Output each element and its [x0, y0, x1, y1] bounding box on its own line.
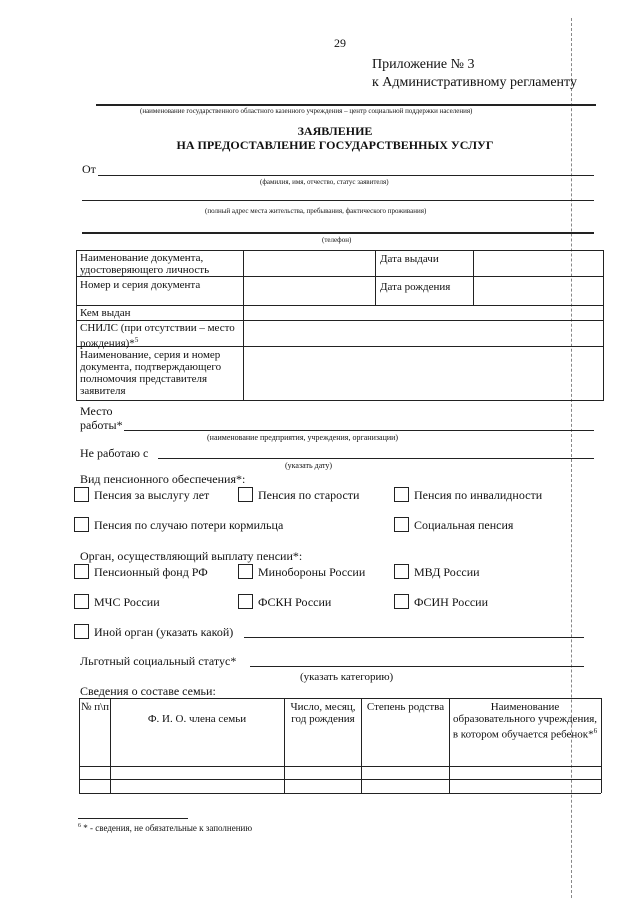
checkbox-org-mod[interactable]: [238, 564, 253, 579]
family-header-name: Ф. И. О. члена семьи: [147, 713, 247, 725]
not-working-date-field[interactable]: [158, 458, 594, 459]
checkbox-org-pfr[interactable]: [74, 564, 89, 579]
option-org-mvd: МВД России: [414, 565, 480, 579]
doc-name-field[interactable]: [244, 251, 374, 275]
institution-line: [96, 104, 596, 106]
birth-date-label: Дата рождения: [380, 281, 451, 293]
option-pension-social: Социальная пенсия: [414, 518, 514, 532]
work-place-label-2: работы*: [80, 418, 123, 432]
representative-doc-label: Наименование, серия и номер документа, подтверждающего полномочия представителя заявителя: [80, 349, 222, 397]
appendix-subtitle: к Административному регламенту: [372, 75, 577, 90]
checkbox-pension-age[interactable]: [238, 487, 253, 502]
social-status-label: Льготный социальный статус*: [80, 654, 237, 668]
option-pension-service: Пенсия за выслугу лет: [94, 488, 210, 502]
doc-series-label: Номер и серия документа: [80, 279, 201, 291]
appendix-title: Приложение № 3: [372, 57, 475, 72]
option-pension-disability: Пенсия по инвалидности: [414, 488, 543, 502]
option-org-other: Иной орган (указать какой): [94, 625, 234, 639]
phone-caption: (телефон): [322, 236, 352, 244]
option-pension-age: Пенсия по старости: [258, 488, 360, 502]
social-status-caption: (указать категорию): [300, 671, 394, 683]
not-working-label: Не работаю с: [80, 446, 149, 460]
form-title: ЗАЯВЛЕНИЕ: [297, 124, 373, 138]
birth-date-field[interactable]: [474, 277, 602, 304]
family-header-num: № п\п: [80, 701, 110, 713]
issue-date-field[interactable]: [474, 251, 602, 275]
org-caption: (наименование предприятия, учреждения, организации): [207, 433, 399, 442]
social-status-field[interactable]: [250, 666, 584, 667]
other-org-field[interactable]: [244, 637, 584, 638]
table-row[interactable]: [80, 767, 600, 778]
pension-org-label: Орган, осуществляющий выплату пенсии*:: [80, 549, 303, 563]
family-header-relation: Степень родства: [366, 701, 445, 713]
option-org-pfr: Пенсионный фонд РФ: [94, 565, 208, 579]
footnote: $^6$ * - сведения, не обязательные к заполнению: [78, 823, 253, 833]
phone-field[interactable]: [82, 232, 594, 234]
address-caption: (полный адрес места жительства, пребывания, фактического проживания): [205, 207, 427, 215]
checkbox-pension-disability[interactable]: [394, 487, 409, 502]
snils-label: СНИЛС (при отсутствии – место рождения)*$^5$: [80, 322, 235, 350]
option-org-mod: Минобороны России: [258, 565, 366, 579]
table-row[interactable]: [80, 780, 600, 792]
page-number: 29: [334, 36, 346, 50]
checkbox-org-mvd[interactable]: [394, 564, 409, 579]
option-org-fskn: ФСКН России: [258, 595, 332, 609]
family-label: Сведения о составе семьи:: [80, 684, 216, 698]
from-label: От: [82, 162, 96, 176]
family-header-birthdate: Число, месяц, год рождения: [290, 701, 356, 725]
institution-caption: (наименование государственного областного казенного учреждения – центр социальной поддержки населения): [140, 107, 473, 115]
pension-type-label: Вид пенсионного обеспечения*:: [80, 472, 246, 486]
name-caption: (фамилия, имя, отчество, статус заявителя): [260, 178, 389, 186]
work-place-label-1: Место: [80, 404, 113, 418]
snils-field[interactable]: [244, 321, 602, 345]
footnote-separator: [78, 818, 188, 819]
checkbox-pension-survivor[interactable]: [74, 517, 89, 532]
checkbox-org-fskn[interactable]: [238, 594, 253, 609]
checkbox-org-other[interactable]: [74, 624, 89, 639]
family-header-school: Наименование образовательного учреждения, в котором обучается ребенок*$^6$: [452, 701, 598, 741]
form-subtitle: НА ПРЕДОСТАВЛЕНИЕ ГОСУДАРСТВЕННЫХ УСЛУГ: [176, 138, 494, 152]
work-place-field[interactable]: [124, 430, 594, 431]
checkbox-pension-service[interactable]: [74, 487, 89, 502]
doc-series-field[interactable]: [244, 277, 374, 304]
checkbox-org-fsin[interactable]: [394, 594, 409, 609]
applicant-name-field[interactable]: [98, 175, 594, 176]
date-caption: (указать дату): [285, 461, 333, 470]
doc-name-label: Наименование документа, удостоверяющего личность: [80, 252, 210, 276]
checkbox-org-mchs[interactable]: [74, 594, 89, 609]
address-field[interactable]: [82, 200, 594, 201]
issue-date-label: Дата выдачи: [380, 253, 439, 265]
issued-by-label: Кем выдан: [80, 307, 131, 319]
option-org-mchs: МЧС России: [94, 595, 160, 609]
representative-doc-field[interactable]: [244, 347, 602, 399]
option-org-fsin: ФСИН России: [414, 595, 488, 609]
option-pension-survivor: Пенсия по случаю потери кормильца: [94, 518, 284, 532]
issued-by-field[interactable]: [244, 306, 602, 319]
checkbox-pension-social[interactable]: [394, 517, 409, 532]
